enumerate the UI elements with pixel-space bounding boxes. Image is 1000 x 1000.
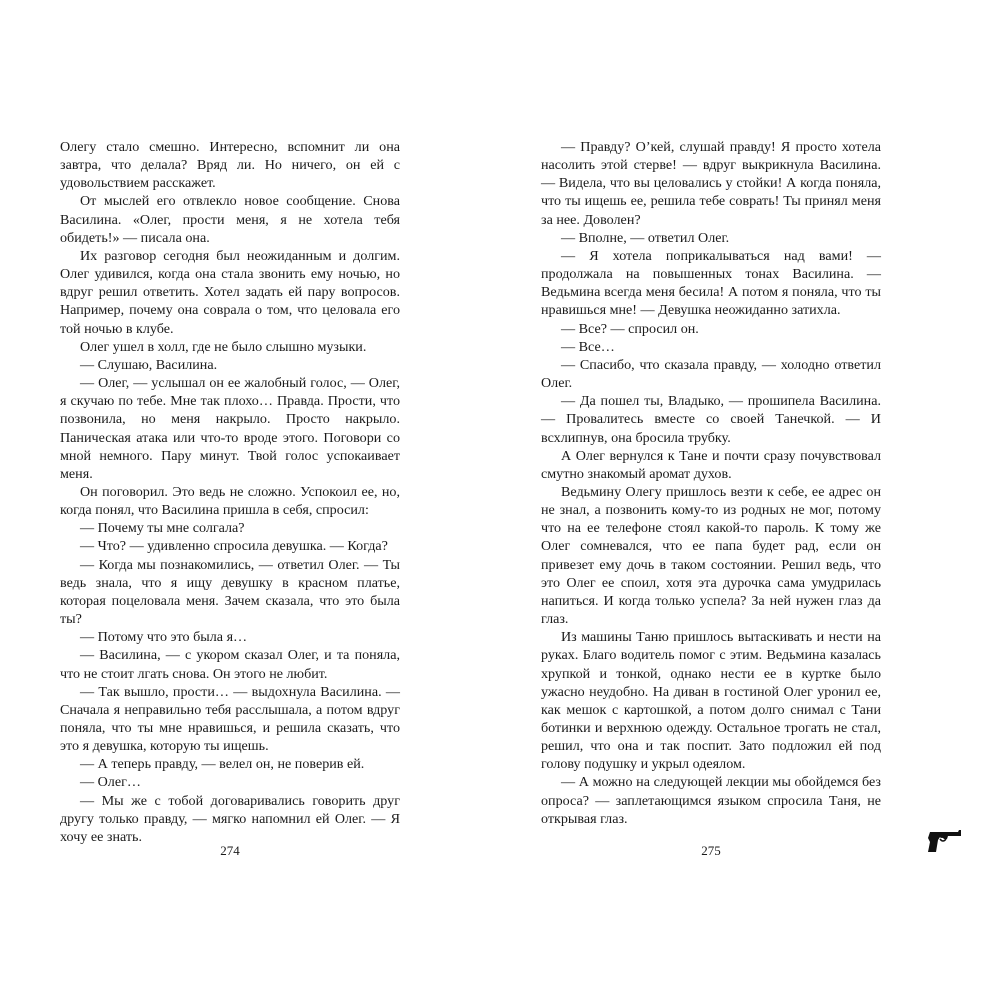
- paragraph: Ведьмину Олегу пришлось везти к себе, ее адрес он не знал, а позвонить кому-то из родных не мог, потому что на ее телефоне стоял какой-то пароль. К тому же Олег сомневался, что ее папа будет рад, если он привезет ему дочь в таком состоянии. Решил ведь, что это Олег ее споил, хотя эта дурочка сама умудрилась напиться. И когда только успела? За ней нужен глаз да глаз.: [541, 483, 881, 628]
- paragraph: — Олег, — услышал он ее жалобный голос, — Олег, я скучаю по тебе. Мне так плохо… Правда. Прости, что позвонила, но меня накрыло. Просто накрыло. Паническая атака или что-то вроде этого. Поговори со мной немного. Пару минут. Твой голос успокаивает меня.: [60, 375, 400, 482]
- paragraph: — А можно на следующей лекции мы обойдемся без опроса? — заплетающимся языком спросила Таня, не открывая глаз.: [541, 774, 881, 827]
- paragraph: Олег ушел в холл, где не было слышно музыки.: [80, 338, 367, 355]
- paragraph: А Олег вернулся к Тане и почти сразу почувствовал смутно знакомый аромат духов.: [541, 447, 881, 482]
- paragraph: — Что? — удивленно спросила девушка. — Когда?: [80, 538, 388, 555]
- paragraph: — Слушаю, Василина.: [80, 356, 218, 373]
- paragraph: — Потому что это была я…: [80, 629, 248, 646]
- paragraph: — Почему ты мне солгала?: [80, 520, 245, 537]
- paragraph: Их разговор сегодня был неожиданным и долгим. Олег удивился, когда она стала звонить ему ночью, но вдруг решил ответить. Хотел задать ей пару вопросов. Например, почему она соврала о том, что целовала его той ночью в клубе.: [60, 247, 400, 337]
- page-number-right: 275: [701, 843, 721, 858]
- paragraph: — Когда мы познакомились, — ответил Олег. — Ты ведь знала, что я ищу девушку в красном платье, которая поцеловала меня. Зачем сказала, что это была ты?: [60, 556, 400, 628]
- paragraph: Он поговорил. Это ведь не сложно. Успокоил ее, но, когда понял, что Василина пришла в себя, спросил:: [60, 483, 400, 519]
- paragraph: Из машины Таню пришлось вытаскивать и нести на руках. Благо водитель помог с этим. Ведьмина казалась хрупкой и тонкой, однако нести ее в куртке было ужасно неудобно. На диван в гостиной Олег уронил ее, как мешок с картошкой, а потом долго снимал с Тани ботинки и верхнюю одежду. Остальное трогать не стал, решил, что она и так поспит. Зато подложил ей под голову подушку и укрыл одеялом.: [541, 629, 881, 773]
- page-number-left: 274: [220, 843, 240, 858]
- right-page-text: [541, 138, 881, 828]
- paragraph: — Вполне, — ответил Олег.: [561, 229, 730, 246]
- paragraph: — Спасибо, что сказала правду, — холодно ответил Олег.: [541, 356, 881, 392]
- paragraph: — Я хотела поприкалываться над вами! — продолжала на повышенных тонах Василина. — Ведьмина всегда меня бесила! А потом я поняла, что ты нравишься мне! — Девушка неожиданно затихла.: [541, 247, 881, 319]
- paragraph: — Все? — спросил он.: [561, 320, 699, 337]
- revolver-icon: [926, 828, 962, 854]
- paragraph: — Олег…: [80, 774, 141, 791]
- paragraph: — Мы же с тобой договаривались говорить друг другу только правду, — мягко напомнил ей Олег. — Я хочу ее знать.: [60, 792, 400, 845]
- paragraph: — Правду? О’кей, слушай правду! Я просто хотела насолить этой стерве! — вдруг выкрикнула Василина. — Видела, что вы целовались у стойки! А когда поняла, что ты ищешь ее, решила тебе соврать! Ты принял меня за нее. Доволен?: [541, 139, 881, 228]
- left-page-text: [60, 138, 400, 846]
- paragraph: — Все…: [561, 338, 615, 355]
- paragraph: — А теперь правду, — велел он, не поверив ей.: [80, 756, 365, 773]
- paragraph: От мыслей его отвлекло новое сообщение. Снова Василина. «Олег, прости меня, я не хотела тебя обидеть!» — писала она.: [60, 193, 400, 246]
- paragraph: — Да пошел ты, Владыко, — прошипела Василина. — Провалитесь вместе со своей Танечкой. — И всхлипнув, она бросила трубку.: [541, 393, 881, 446]
- paragraph: — Так вышло, прости… — выдохнула Василина. — Сначала я неправильно тебя расслышала, а потом вдруг поняла, что ты мне нравишься, и решила сказать, что это я девушка, которую ты ищешь.: [60, 683, 400, 755]
- paragraph: — Василина, — с укором сказал Олег, и та поняла, что не стоит лгать снова. Он этого не любит.: [60, 647, 400, 682]
- paragraph: Олегу стало смешно. Интересно, вспомнит ли она завтра, что делала? Вряд ли. Но ничего, он ей с удовольствием расскажет.: [60, 139, 400, 192]
